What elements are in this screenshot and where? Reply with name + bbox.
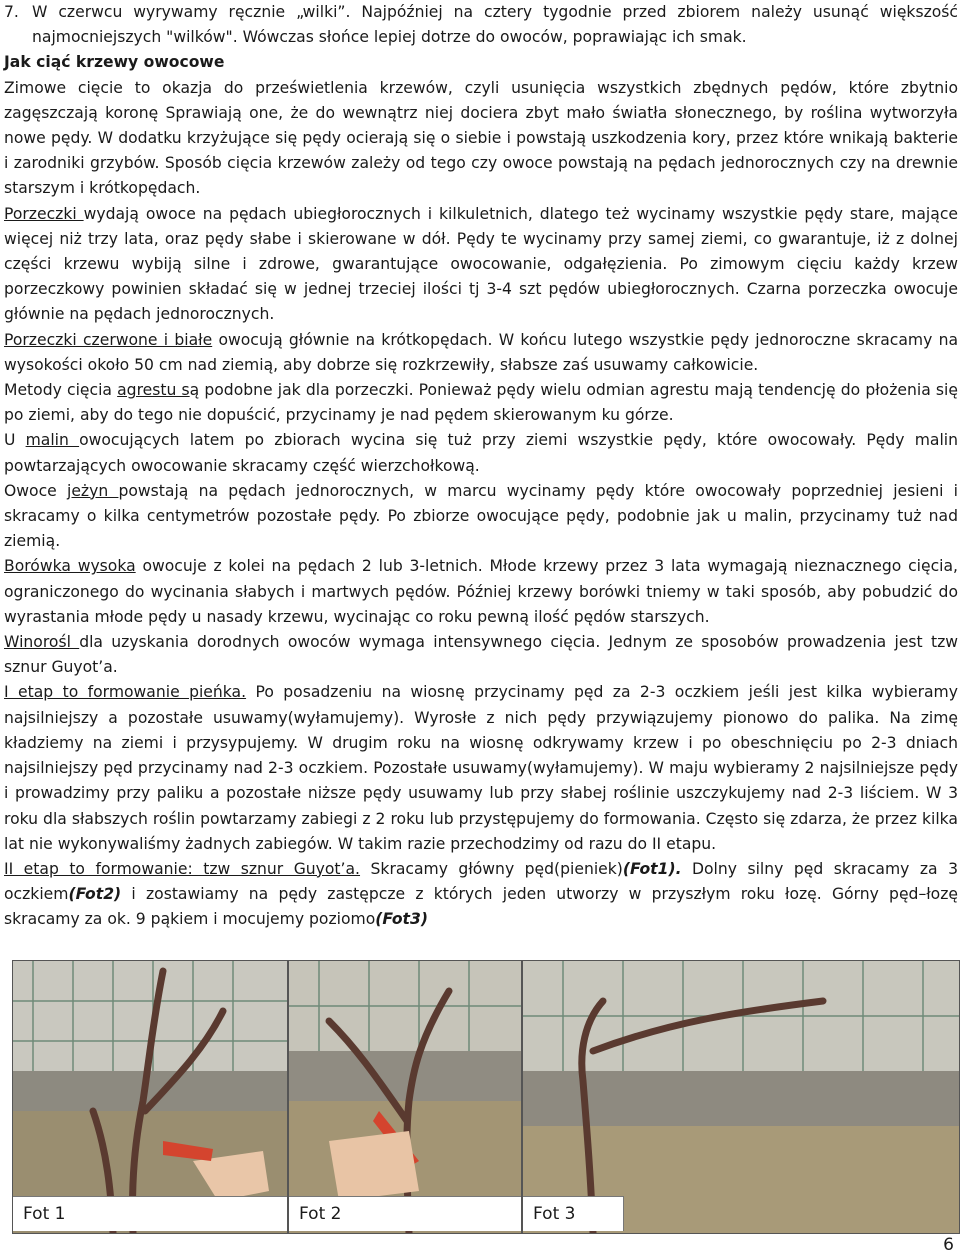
photo-2 [288,960,522,1234]
photo-strip [12,960,960,1232]
text: powstają na pędach jednorocznych, w marcu wycinamy pędy które owocowały poprzedniej jesieni i skracamy o kilka centymetrów pozostałe pędy. Po zbiorze owocujące pędy, podobnie jak u malin, przycinamy tuż nad ziemią. [4,481,958,551]
term-etap-2: II etap to formowanie: tzw sznur Guyot’a. [4,859,361,878]
text: dla uzyskania dorodnych owoców wymaga intensywnego cięcia. Jednym ze sposobów prowadzenia jest tzw sznur Guyot’a. [4,633,959,677]
term-etap-1: I etap to formowanie pieńka. [4,683,247,702]
text: Po posadzeniu na wiosnę przycinamy pęd za 2-3 oczkiem jeśli jest kilka wybieramy najsilniejszy a pozostałe usuwamy(wyłamujemy). Wyrosłe z nich pędy przywiązujemy pionowo do palika. Na zimę kładziemy na ziemi i przysypujemy. W drugim roku na wiosnę odkrywamy krzew i po obeschnięciu po 2-3 dniach najsilniejszy pęd przycinamy nad 2-3 oczkiem. Pozostałe usuwamy(wyłamujemy). W maju wybieramy 2 najsilniejsze pędy i prowadzimy przy paliku a pozostałe niższe pędy usuwamy lub przy słabej roślinie uszczykujemy nad 2-3 liściem. W 3 roku dla słabszych roślin powtarzamy zabiegi z 2 roku lub przystępujemy do formowania. Często się zdarza, że przez kilka lat nie wykonywaliśmy żadnych zabiegów. W takim razie przechodzimy od razu do II etapu. [4,683,958,853]
photo-1-image [13,961,287,1233]
text: ą podobne jak dla porzeczki. Ponieważ pędy wielu odmian agrestu mają tendencję do płożenia się po ziemi, aby do tego nie dopuścić, przycinamy je nad pędem skierowanym ku górze. [4,381,958,425]
fot-ref-1: (Fot1). [622,859,682,878]
text: i zostawiamy na pędy zastępcze z których jeden utworzy w przyszłym roku łozę. Górny pęd–łozę skracamy za ok. 9 pąkiem i mocujemy poziomo [4,885,958,929]
paragraph-etap-2 [4,857,958,933]
text: Metody cięcia [4,381,118,400]
text: U [4,431,26,450]
text: wydają owoce na pędach ubiegłorocznych i kilkuletnich, dlatego też wycinamy wszystkie pędy stare, mające więcej niż trzy lata, oraz pędy słabe i skierowane w dół. Pędy te wycinamy przy samej ziemi, co gwarantuje, iż z dolnej części krzewu wybiją silne i zdrowe, gwarantujące owocowanie, odgałęzienia. Po zimowym cięciu każdy krzew porzeczkowy powinien składać się w jednej trzeciej ilości tj 3-4 szt pędów ubiegłorocznych. Czarna porzeczka owocuje głównie na pędach jednorocznych. [4,204,958,324]
paragraph-intro: Zimowe cięcie to okazja do prześwietlenia krzewów, czyli usunięcia wszystkich zbędnych pędów, które zbytnio zagęszczają koronę Sprawiają one, że do wewnątrz niej dociera zbyt mało światła słonecznego, by roślina wytworzyła nowe pędy. W dodatku krzyżujące się pędy ocierają się o siebie i powstają uszkodzenia kory, przez które wnikają bakterie i zarodniki grzybów. Sposób cięcia krzewów zależy od tego czy owoce powstają na pędach jednorocznych czy na drewnie starszym i krótkopędach. [4,78,958,198]
term-jezyny: jeżyn [66,481,119,500]
fot-ref-3: (Fot3) [375,910,428,929]
photo-2-image [289,961,521,1233]
paragraph-jezyny [4,479,958,555]
page-number: 6 [943,1235,954,1255]
section-heading: Jak ciąć krzewy owocowe [4,53,225,72]
photo-1-caption: Fot 1 [13,1196,287,1231]
paragraph-agrest [4,378,958,428]
paragraph-maliny [4,428,958,478]
paragraph-borowka [4,554,958,630]
term-winorosl: Winorośl [4,633,80,652]
paragraph-etap-1 [4,680,958,856]
text: owocujących latem po zbiorach wycina się tuż przy ziemi wszystkie pędy, które owocowały. Pędy malin powtarzających owocowanie skracamy część wierzchołkową. [4,431,958,475]
text: Owoce [4,481,67,500]
photo-1 [12,960,288,1234]
term-borowka: Borówka wysoka [4,557,136,576]
list-text: W czerwcu wyrywamy ręcznie „wilki”. Najpóźniej na cztery tygodnie przed zbiorem należy usunąć większość najmocniejszych "wilków". Wówczas słońce lepiej dotrze do owoców, poprawiając ich smak. [32,3,958,47]
paragraph-winorosl [4,630,958,680]
list-item-7 [4,0,958,50]
paragraph-porzeczki-czerwone [4,328,958,378]
fot-ref-2: (Fot2) [68,885,122,904]
photo-3-caption: Fot 3 [523,1196,624,1231]
paragraph-porzeczki [4,202,958,328]
term-porzeczki: Porzeczki [4,204,84,223]
text: Dolny silny pęd skracamy za 3 oczkiem [4,859,959,904]
term-maliny: malin [25,431,80,450]
list-number: 7. [4,3,19,21]
text: Skracamy główny pęd(pieniek) [360,859,623,878]
photo-2-caption: Fot 2 [289,1196,521,1231]
photo-3-image [523,961,959,1233]
photo-3 [522,960,960,1234]
article-body [4,0,958,933]
term-agrest: agrestu s [117,381,190,400]
text: owocują głównie na krótkopędach. W końcu lutego wszystkie pędy jednoroczne skracamy na wysokości około 50 cm nad ziemią, aby dobrze się rozkrzewiły, słabsze zaś usuwamy całkowicie. [4,330,959,374]
text: owocuje z kolei na pędach 2 lub 3-letnich. Młode krzewy przez 3 lata wymagają nieznacznego cięcia, ograniczonego do wycinania słabych i martwych pędów. Później krzewy borówki tniemy w taki sposób, aby pobudzić do wyrastania młode pędy u nasady krzewu, wycinając co roku pewną ilość pędów starszych. [4,557,958,626]
term-porzeczki-czerwone: Porzeczki czerwone i białe [4,330,213,349]
